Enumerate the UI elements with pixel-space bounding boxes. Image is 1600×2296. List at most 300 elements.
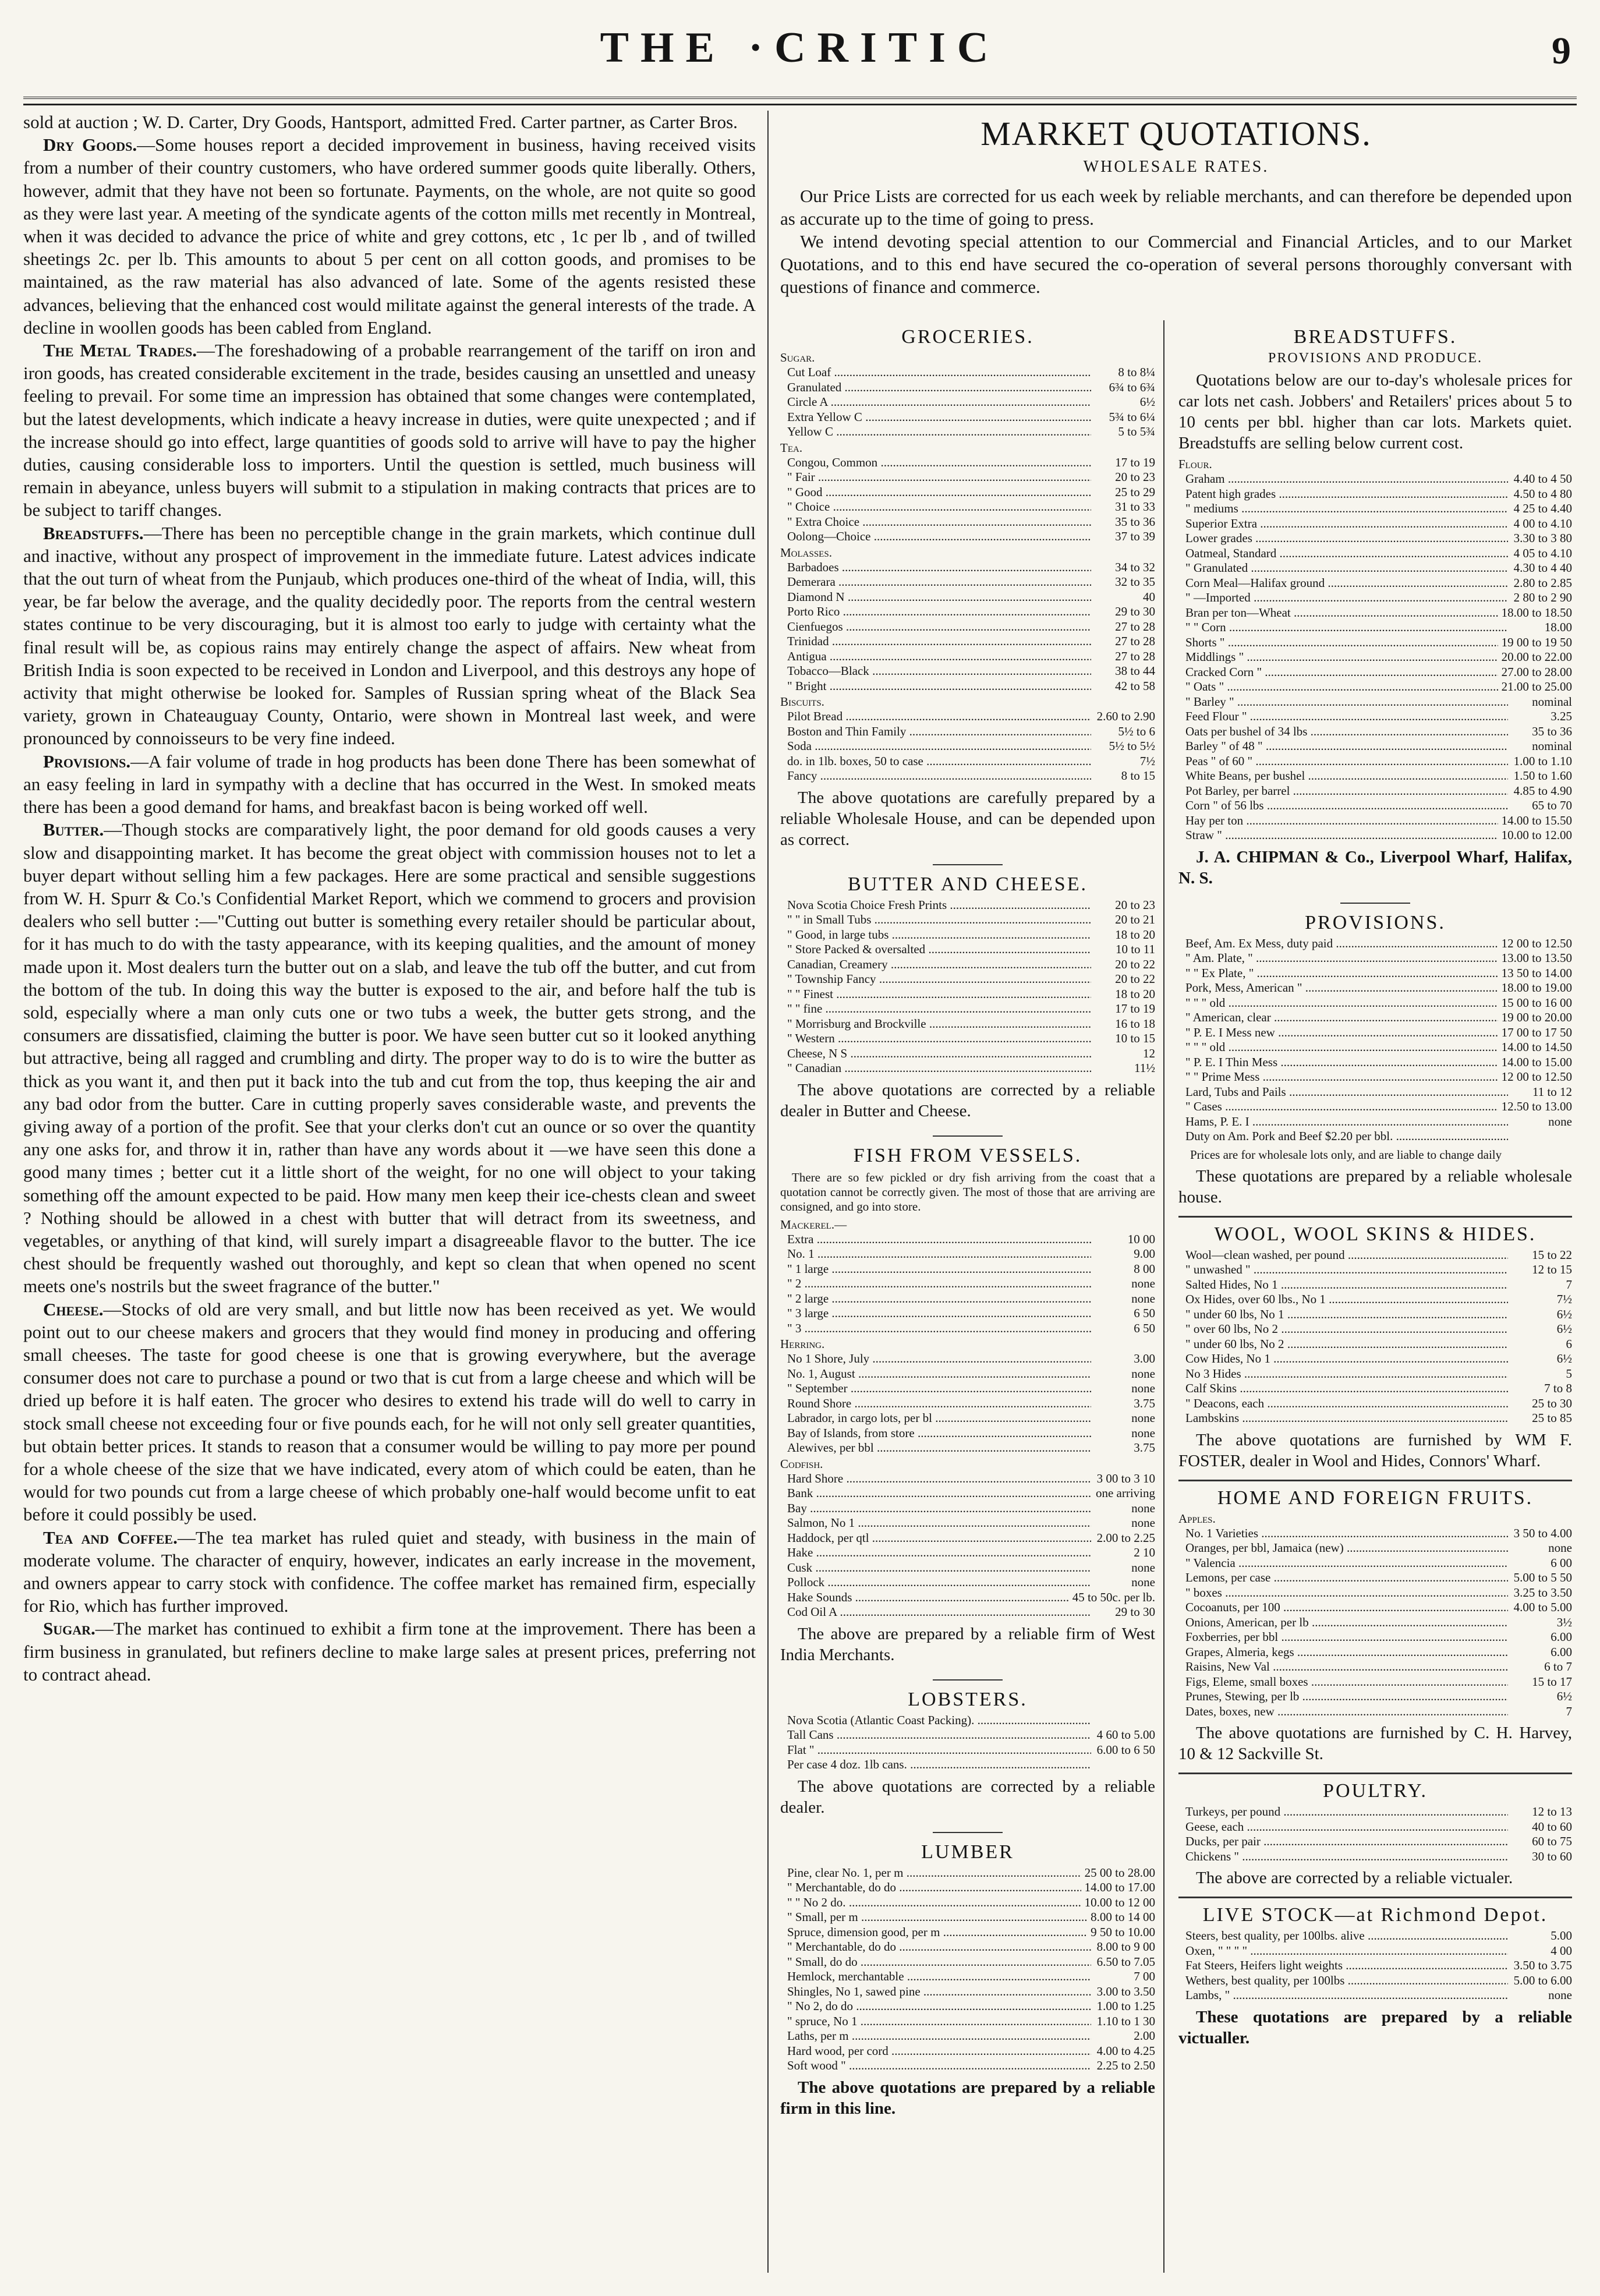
price-row	[780, 515, 1155, 530]
price-value: none	[1548, 1988, 1572, 2002]
price-row	[1178, 665, 1572, 680]
price-item: Haddock, per qtl .....	[780, 1531, 1091, 1546]
price-value: 7½	[1139, 753, 1155, 768]
market-intro-2: We intend devoting special attention to our Commercial and Financial Articles, and to our Market Quotations, and to this end have secured the co-operation of several persons thoroughly conversant with questions of finance and commerce.	[780, 231, 1572, 297]
section-rule	[1178, 1216, 1572, 1218]
price-item: Granulated .....	[780, 380, 1091, 395]
price-item: Salmon, No 1 .....	[780, 1516, 1091, 1531]
price-value: 4 00	[1551, 1943, 1572, 1958]
price-item: " over 60 lbs, No 2 .....	[1178, 1322, 1508, 1337]
price-value: 25 to 29	[1115, 484, 1155, 499]
newspaper-page	[23, 23, 1577, 2273]
price-item: Graham .....	[1178, 472, 1508, 487]
price-row	[1178, 1689, 1572, 1704]
price-value: 5¾ to 6¼	[1109, 409, 1155, 424]
price-row	[1178, 1820, 1572, 1835]
price-row	[780, 664, 1155, 679]
price-row	[780, 912, 1155, 928]
price-row	[780, 395, 1155, 410]
price-value: 20.00 to 22.00	[1501, 650, 1572, 664]
price-value: 14.00 to 15.00	[1501, 1055, 1572, 1069]
price-item: " Am. Plate, " .....	[1178, 951, 1498, 966]
price-item: Tobacco—Black .....	[780, 664, 1091, 679]
price-item: Pine, clear No. 1, per m .....	[780, 1866, 1081, 1881]
price-row	[1178, 951, 1572, 966]
price-row	[1178, 1367, 1572, 1382]
price-value: 15 to 22	[1532, 1247, 1572, 1262]
price-row	[780, 1292, 1155, 1307]
price-value: 5.00	[1551, 1929, 1572, 1943]
price-item: Turkeys, per pound .....	[1178, 1805, 1508, 1820]
price-value: 20 to 22	[1115, 972, 1155, 986]
price-value: 6½	[1556, 1689, 1572, 1703]
price-row	[780, 1426, 1155, 1441]
price-item: " —Imported .....	[1178, 590, 1508, 606]
price-value: 13.00 to 13.50	[1501, 951, 1572, 965]
article-paragraph: Provisions.—A fair volume of trade in hog products has been done There has been somewhat of an easy feeling in lard in sympathy with a decline that has occurred in the West. In smoked meats there has been a good demand for hams, and breakfast bacon is being worked off well.	[23, 751, 756, 818]
price-item: Hard Shore .....	[780, 1471, 1091, 1487]
price-item: Bay .....	[780, 1501, 1091, 1516]
price-category: Codfish.	[780, 1456, 823, 1471]
price-value: 6¾ to 6¾	[1109, 380, 1155, 394]
price-item: " P. E. I Thin Mess .....	[1178, 1055, 1498, 1070]
price-item: Hemlock, merchantable .....	[780, 1969, 1091, 1984]
price-value: 6 50	[1134, 1306, 1155, 1320]
price-item: " 3 .....	[780, 1321, 1091, 1336]
price-row	[1178, 1675, 1572, 1690]
fruits-note: The above quotations are furnished by C. H. Harvey, 10 & 12 Sackville St.	[1178, 1724, 1572, 1763]
price-row	[1178, 936, 1572, 951]
butter-cheese-heading: BUTTER AND CHEESE.	[848, 873, 1088, 895]
paragraph-lead: Tea and Coffee.	[43, 1527, 178, 1548]
fruits-heading: HOME AND FOREIGN FRUITS.	[1217, 1487, 1534, 1509]
price-row	[1178, 576, 1572, 591]
price-value: 1.10 to 1 30	[1096, 2014, 1155, 2028]
price-row	[780, 1471, 1155, 1487]
price-item: Soda .....	[780, 739, 1091, 754]
price-row	[780, 365, 1155, 380]
provisions-note: These quotations are prepared by a reliable wholesale house.	[1178, 1166, 1572, 1207]
price-row	[1178, 1278, 1572, 1293]
price-item: " Oats " .....	[1178, 680, 1498, 695]
price-row	[780, 1046, 1155, 1062]
price-value: 14.00 to 14.50	[1501, 1040, 1572, 1054]
price-value: 3.30 to 3 80	[1513, 531, 1572, 545]
price-item: Ducks, per pair .....	[1178, 1834, 1508, 1849]
price-value: 6 00	[1551, 1555, 1572, 1570]
price-row	[1178, 546, 1572, 561]
price-row	[1178, 1292, 1572, 1307]
price-value: 4 25 to 4.40	[1513, 501, 1572, 515]
price-value: 4.00 to 5.00	[1513, 1600, 1572, 1614]
price-value: 20 to 23	[1115, 897, 1155, 912]
price-row	[1178, 996, 1572, 1011]
price-value: 32 to 35	[1115, 575, 1155, 589]
price-value: 6.50 to 7.05	[1096, 1954, 1155, 1969]
trade-news-column	[23, 111, 769, 2273]
price-row	[1178, 606, 1572, 621]
price-value: 9.00	[1134, 1247, 1155, 1261]
price-value: 14.00 to 17.00	[1084, 1880, 1155, 1894]
paragraph-lead: The Metal Trades.	[43, 340, 197, 361]
price-row	[780, 1940, 1155, 1955]
price-item: Diamond N .....	[780, 590, 1091, 605]
price-value: none	[1131, 1425, 1155, 1440]
price-item: Straw " .....	[1178, 828, 1498, 843]
wool-heading: WOOL, WOOL SKINS & HIDES.	[1214, 1223, 1537, 1245]
lumber-note: The above quotations are prepared by a reliable firm in this line.	[780, 2078, 1155, 2118]
price-row	[1178, 1040, 1572, 1055]
price-row	[780, 1396, 1155, 1411]
price-item: Hake Sounds .....	[780, 1590, 1069, 1605]
price-row	[780, 455, 1155, 470]
price-value: 65 to 70	[1532, 798, 1572, 812]
price-item: " Morrisburg and Brockville .....	[780, 1017, 1091, 1032]
price-row	[1178, 1944, 1572, 1959]
poultry-heading: POULTRY.	[1323, 1780, 1428, 1802]
price-value: 27.00 to 28.00	[1501, 664, 1572, 679]
price-row	[1178, 1615, 1572, 1630]
price-item: Bank .....	[780, 1486, 1091, 1501]
lumber-heading: LUMBER	[921, 1841, 1014, 1863]
price-row	[780, 1031, 1155, 1046]
price-item: " under 60 lbs, No 1 .....	[1178, 1307, 1508, 1322]
price-value: 45 to 50c. per lb.	[1072, 1590, 1155, 1604]
price-row	[1178, 1834, 1572, 1849]
price-value: 10 to 15	[1115, 1031, 1155, 1045]
market-subheading: WHOLESALE RATES.	[1083, 158, 1269, 176]
price-item: Canadian, Creamery .....	[780, 957, 1091, 972]
price-value: one arriving	[1095, 1486, 1155, 1500]
price-value: 16 to 18	[1115, 1016, 1155, 1031]
price-row	[780, 942, 1155, 957]
price-item: " " Prime Mess .....	[1178, 1070, 1498, 1085]
price-row	[1178, 590, 1572, 606]
price-item: " Store Packed & oversalted .....	[780, 942, 1091, 957]
price-row	[1178, 1352, 1572, 1367]
price-row	[780, 410, 1155, 425]
price-row	[1178, 516, 1572, 532]
price-item: " Choice .....	[780, 500, 1091, 515]
price-value: 1.00 to 1.10	[1513, 753, 1572, 768]
price-row	[780, 1925, 1155, 1940]
price-item: Pork, Mess, American " .....	[1178, 981, 1498, 996]
price-value: 42 to 58	[1115, 678, 1155, 693]
newspaper-title: THE ·CRITIC	[600, 24, 1000, 72]
price-row	[1178, 1322, 1572, 1337]
price-value: 1.00 to 1.25	[1096, 1999, 1155, 2013]
price-value: none	[1548, 1114, 1572, 1128]
price-row	[780, 634, 1155, 649]
price-value: 12	[1143, 1046, 1155, 1060]
price-item: " Western .....	[780, 1031, 1091, 1046]
poultry-note: The above are corrected by a reliable victualer.	[1196, 1869, 1513, 1887]
price-row	[1178, 487, 1572, 502]
price-value: 12 to 13	[1532, 1805, 1572, 1819]
price-row	[780, 1002, 1155, 1017]
price-row	[1178, 1307, 1572, 1322]
fish-heading: FISH FROM VESSELS.	[853, 1144, 1082, 1166]
price-row	[780, 1017, 1155, 1032]
article-paragraph: Breadstuffs.—There has been no perceptible change in the grain markets, which continue dull and inactive, without any prospect of improvement in the immediate future. Latest advices indicate that the out turn of wheat from the Punjaub, which produces one-third of the wheat of India, will, this year, be far below the average, and the quality decidedly poor. The reports from the central western states continue to be very discouraging, but it is almost too early to judge with certainty what the final result will be, as copious rains may entirely change the aspect of affairs. New wheat from British India is soon expected to be received in London and Liverpool, and this destroys any hope of activity that might otherwise be looked for. Samples of Russian spring wheat of the Black Sea variety, grown in Chateauguay County, Ontario, were shown in Montreal last week, and were pronounced by connoisseurs to be very fine indeed.	[23, 522, 756, 749]
price-row	[1178, 1099, 1572, 1115]
price-row	[780, 2014, 1155, 2029]
price-row	[780, 575, 1155, 590]
price-row	[1178, 1025, 1572, 1041]
price-row	[780, 754, 1155, 769]
price-item: Salted Hides, No 1 .....	[1178, 1278, 1508, 1293]
livestock-note: These quotations are prepared by a reliable victualler.	[1178, 2007, 1572, 2047]
price-value: 2 10	[1134, 1545, 1155, 1559]
price-item: Duty on Am. Pork and Beef $2.20 per bbl. .....	[1178, 1129, 1508, 1144]
price-row	[1178, 1660, 1572, 1675]
price-row	[1178, 1055, 1572, 1070]
price-row	[1178, 472, 1572, 487]
price-row	[780, 604, 1155, 620]
price-value: 8.00 to 14 00	[1091, 1910, 1155, 1924]
price-item: Oatmeal, Standard .....	[1178, 546, 1508, 561]
price-row	[780, 1590, 1155, 1605]
price-value: 4 05 to 4.10	[1513, 546, 1572, 560]
price-value: 40	[1143, 589, 1155, 604]
price-item: Geese, each .....	[1178, 1820, 1508, 1835]
price-item: " Cases .....	[1178, 1099, 1498, 1115]
price-item: Hake .....	[780, 1545, 1091, 1561]
price-value: 14.00 to 15.50	[1501, 813, 1572, 827]
price-item: " Fair .....	[780, 470, 1091, 485]
price-item: Labrador, in cargo lots, per bl .....	[780, 1411, 1091, 1426]
price-item: Hard wood, per cord .....	[780, 2044, 1091, 2059]
price-value: 34 to 32	[1115, 560, 1155, 574]
price-row	[780, 972, 1155, 987]
price-item: " Extra Choice .....	[780, 515, 1091, 530]
price-item: " mediums .....	[1178, 501, 1508, 516]
price-item: Cocoanuts, per 100 .....	[1178, 1600, 1508, 1615]
price-category: Molasses.	[780, 545, 832, 560]
price-item: Lemons, per case .....	[1178, 1570, 1508, 1586]
price-item: Pot Barley, per barrel .....	[1178, 784, 1508, 799]
price-item: " " Corn .....	[1178, 620, 1508, 635]
price-value: none	[1548, 1541, 1572, 1555]
price-row	[780, 1232, 1155, 1247]
price-row	[1178, 1849, 1572, 1865]
price-value: 19 00 to 20.00	[1501, 1010, 1572, 1024]
price-value: 27 to 28	[1115, 634, 1155, 648]
section-divider	[933, 1135, 1003, 1137]
market-heading: MARKET QUOTATIONS.	[980, 115, 1372, 153]
price-item: Cusk .....	[780, 1561, 1091, 1576]
price-value: 8.00 to 9 00	[1096, 1940, 1155, 1954]
price-item: Wool—clean washed, per pound .....	[1178, 1248, 1508, 1263]
price-item: " Bright .....	[780, 679, 1091, 694]
breadstuffs-heading: BREADSTUFFS.	[1293, 326, 1457, 348]
price-item: Alewives, per bbl .....	[780, 1441, 1091, 1456]
price-value: 8 00	[1134, 1261, 1155, 1276]
page-number: 9	[1552, 30, 1571, 72]
price-value: 18.00 to 19.00	[1501, 981, 1572, 995]
price-value: 3.00	[1134, 1352, 1155, 1365]
price-row	[1178, 966, 1572, 981]
price-item: Cow Hides, No 1 .....	[1178, 1352, 1508, 1367]
price-row	[1178, 739, 1572, 754]
price-value: 38 to 44	[1115, 664, 1155, 678]
price-item: " boxes .....	[1178, 1586, 1508, 1601]
price-row	[1178, 1988, 1572, 2003]
price-row	[1178, 828, 1572, 843]
price-value: 7½	[1556, 1292, 1572, 1306]
price-item: No. 1 .....	[780, 1247, 1091, 1262]
price-value: 35 to 36	[1115, 514, 1155, 529]
price-value: 7	[1566, 1704, 1572, 1718]
price-item: Beef, Am. Ex Mess, duty paid .....	[1178, 936, 1498, 951]
livestock-heading: LIVE STOCK—at Richmond Depot.	[1202, 1904, 1548, 1926]
section-divider	[933, 864, 1003, 865]
price-item: " 2 .....	[780, 1276, 1091, 1292]
price-value: 6.00	[1551, 1630, 1572, 1644]
price-item: Shingles, No 1, sawed pine .....	[780, 1984, 1091, 2000]
price-value: none	[1131, 1516, 1155, 1530]
price-item: " Barley " .....	[1178, 695, 1508, 710]
price-row	[780, 1262, 1155, 1277]
price-value: 3.25	[1551, 709, 1572, 723]
price-row	[780, 1880, 1155, 1895]
price-row	[1178, 1556, 1572, 1571]
price-item: Pilot Bread .....	[780, 709, 1091, 724]
price-value: 5.00 to 5 50	[1513, 1570, 1572, 1584]
price-row	[1178, 531, 1572, 546]
masthead	[23, 23, 1577, 99]
price-row	[1178, 1262, 1572, 1278]
price-item: Onions, American, per lb .....	[1178, 1615, 1508, 1630]
price-row	[1178, 1805, 1572, 1820]
price-item: Dates, boxes, new .....	[1178, 1704, 1508, 1720]
price-value: nominal	[1532, 739, 1572, 753]
price-row	[780, 1955, 1155, 1970]
price-item: Boston and Thin Family .....	[780, 724, 1091, 740]
price-item: " " in Small Tubs .....	[780, 912, 1091, 928]
price-value: 12 00 to 12.50	[1501, 1070, 1572, 1084]
price-row	[780, 1441, 1155, 1456]
price-item: " " fine .....	[780, 1002, 1091, 1017]
price-category: Flour.	[1178, 457, 1212, 471]
price-row	[1178, 724, 1572, 740]
price-row	[780, 739, 1155, 754]
price-row	[780, 709, 1155, 724]
groceries-note: The above quotations are carefully prepared by a reliable Wholesale House, and can be depended upon as correct.	[780, 788, 1155, 849]
price-row	[780, 380, 1155, 395]
price-item: Grapes, Almeria, kegs .....	[1178, 1645, 1508, 1660]
price-value: none	[1131, 1411, 1155, 1425]
price-item: " " " old .....	[1178, 1040, 1498, 1055]
price-item: Raisins, New Val .....	[1178, 1660, 1508, 1675]
price-item: Porto Rico .....	[780, 604, 1091, 620]
price-row	[1178, 813, 1572, 829]
price-value: 18.00	[1544, 620, 1572, 634]
price-row	[780, 1531, 1155, 1546]
price-row	[780, 620, 1155, 635]
price-row	[780, 1561, 1155, 1576]
price-value: 4.40 to 4 50	[1513, 472, 1572, 486]
price-item: Antigua .....	[780, 649, 1091, 664]
price-row	[1178, 1973, 1572, 1989]
price-item: Hay per ton .....	[1178, 813, 1498, 829]
price-item: Soft wood " .....	[780, 2058, 1091, 2074]
price-value: 12.50 to 13.00	[1501, 1099, 1572, 1113]
price-value: none	[1131, 1501, 1155, 1515]
price-value: 6 to 7	[1544, 1660, 1572, 1674]
price-row	[1178, 1381, 1572, 1396]
price-item: " Good, in large tubs .....	[780, 928, 1091, 943]
breadstuffs-subheading: PROVISIONS AND PRODUCE.	[1268, 351, 1483, 366]
price-item: " Valencia .....	[1178, 1556, 1508, 1571]
price-row	[1178, 1010, 1572, 1025]
price-value: 20 to 22	[1115, 957, 1155, 971]
price-item: Lower grades .....	[1178, 531, 1508, 546]
price-value: 3.00 to 3.50	[1096, 1984, 1155, 1998]
price-value: 7 00	[1134, 1969, 1155, 1983]
wool-note: The above quotations are furnished by WM F. FOSTER, dealer in Wool and Hides, Connors' Wharf.	[1178, 1430, 1572, 1470]
price-value: 12 00 to 12.50	[1501, 936, 1572, 950]
price-value: 6½	[1556, 1307, 1572, 1321]
price-value: 29 to 30	[1115, 1605, 1155, 1619]
price-value: 31 to 33	[1115, 500, 1155, 514]
price-row	[780, 1486, 1155, 1501]
price-value: 18 to 20	[1115, 986, 1155, 1001]
price-row	[780, 2029, 1155, 2044]
price-item: Corn Meal—Halifax ground .....	[1178, 576, 1508, 591]
price-item: Extra Yellow C .....	[780, 410, 1091, 425]
price-item: Per case 4 doz. 1lb cans. .....	[780, 1757, 1091, 1773]
price-row	[780, 470, 1155, 485]
price-category: Tea.	[780, 440, 803, 455]
price-row	[780, 679, 1155, 694]
price-value: 7	[1566, 1277, 1572, 1292]
price-item: Superior Extra .....	[1178, 516, 1508, 532]
price-value: 25 to 30	[1532, 1396, 1572, 1410]
price-row	[780, 1352, 1155, 1367]
market-quotations-section	[780, 111, 1572, 2273]
paragraph-lead: Dry Goods.	[43, 135, 137, 155]
price-row	[780, 2044, 1155, 2059]
section-rule	[1178, 1480, 1572, 1481]
price-value: 7 to 8	[1544, 1381, 1572, 1395]
price-item: No. 1 Varieties .....	[1178, 1526, 1508, 1541]
price-value: 1.50 to 1.60	[1513, 769, 1572, 783]
price-item: Foxberries, per bbl .....	[1178, 1630, 1508, 1645]
price-row	[780, 928, 1155, 943]
price-value: none	[1131, 1366, 1155, 1381]
price-row	[1178, 798, 1572, 813]
price-row	[780, 987, 1155, 1002]
price-item: " Canadian .....	[780, 1061, 1091, 1076]
price-value: 6.00	[1551, 1644, 1572, 1659]
price-item: Steers, best quality, per 100lbs. alive .....	[1178, 1929, 1508, 1944]
price-value: 17 00 to 17 50	[1501, 1025, 1572, 1039]
price-value: 2.80 to 2.85	[1513, 575, 1572, 590]
price-item: " 1 large .....	[780, 1262, 1091, 1277]
price-row	[1178, 1630, 1572, 1645]
price-row	[780, 485, 1155, 500]
price-item: Trinidad .....	[780, 634, 1091, 649]
price-value: 5.00 to 6.00	[1513, 1973, 1572, 1987]
paragraph-lead: Sugar.	[43, 1618, 95, 1639]
price-item: " No 2, do do .....	[780, 1999, 1091, 2014]
price-row	[1178, 981, 1572, 996]
fish-intro: There are so few pickled or dry fish arriving from the coast that a quotation cannot be correctly given. The most of those that are arriving are consigned, and go into store.	[780, 1170, 1155, 1214]
price-value: 4.85 to 4.90	[1513, 783, 1572, 798]
price-item: Cheese, N S .....	[780, 1046, 1091, 1062]
price-item: " under 60 lbs, No 2 .....	[1178, 1337, 1508, 1352]
